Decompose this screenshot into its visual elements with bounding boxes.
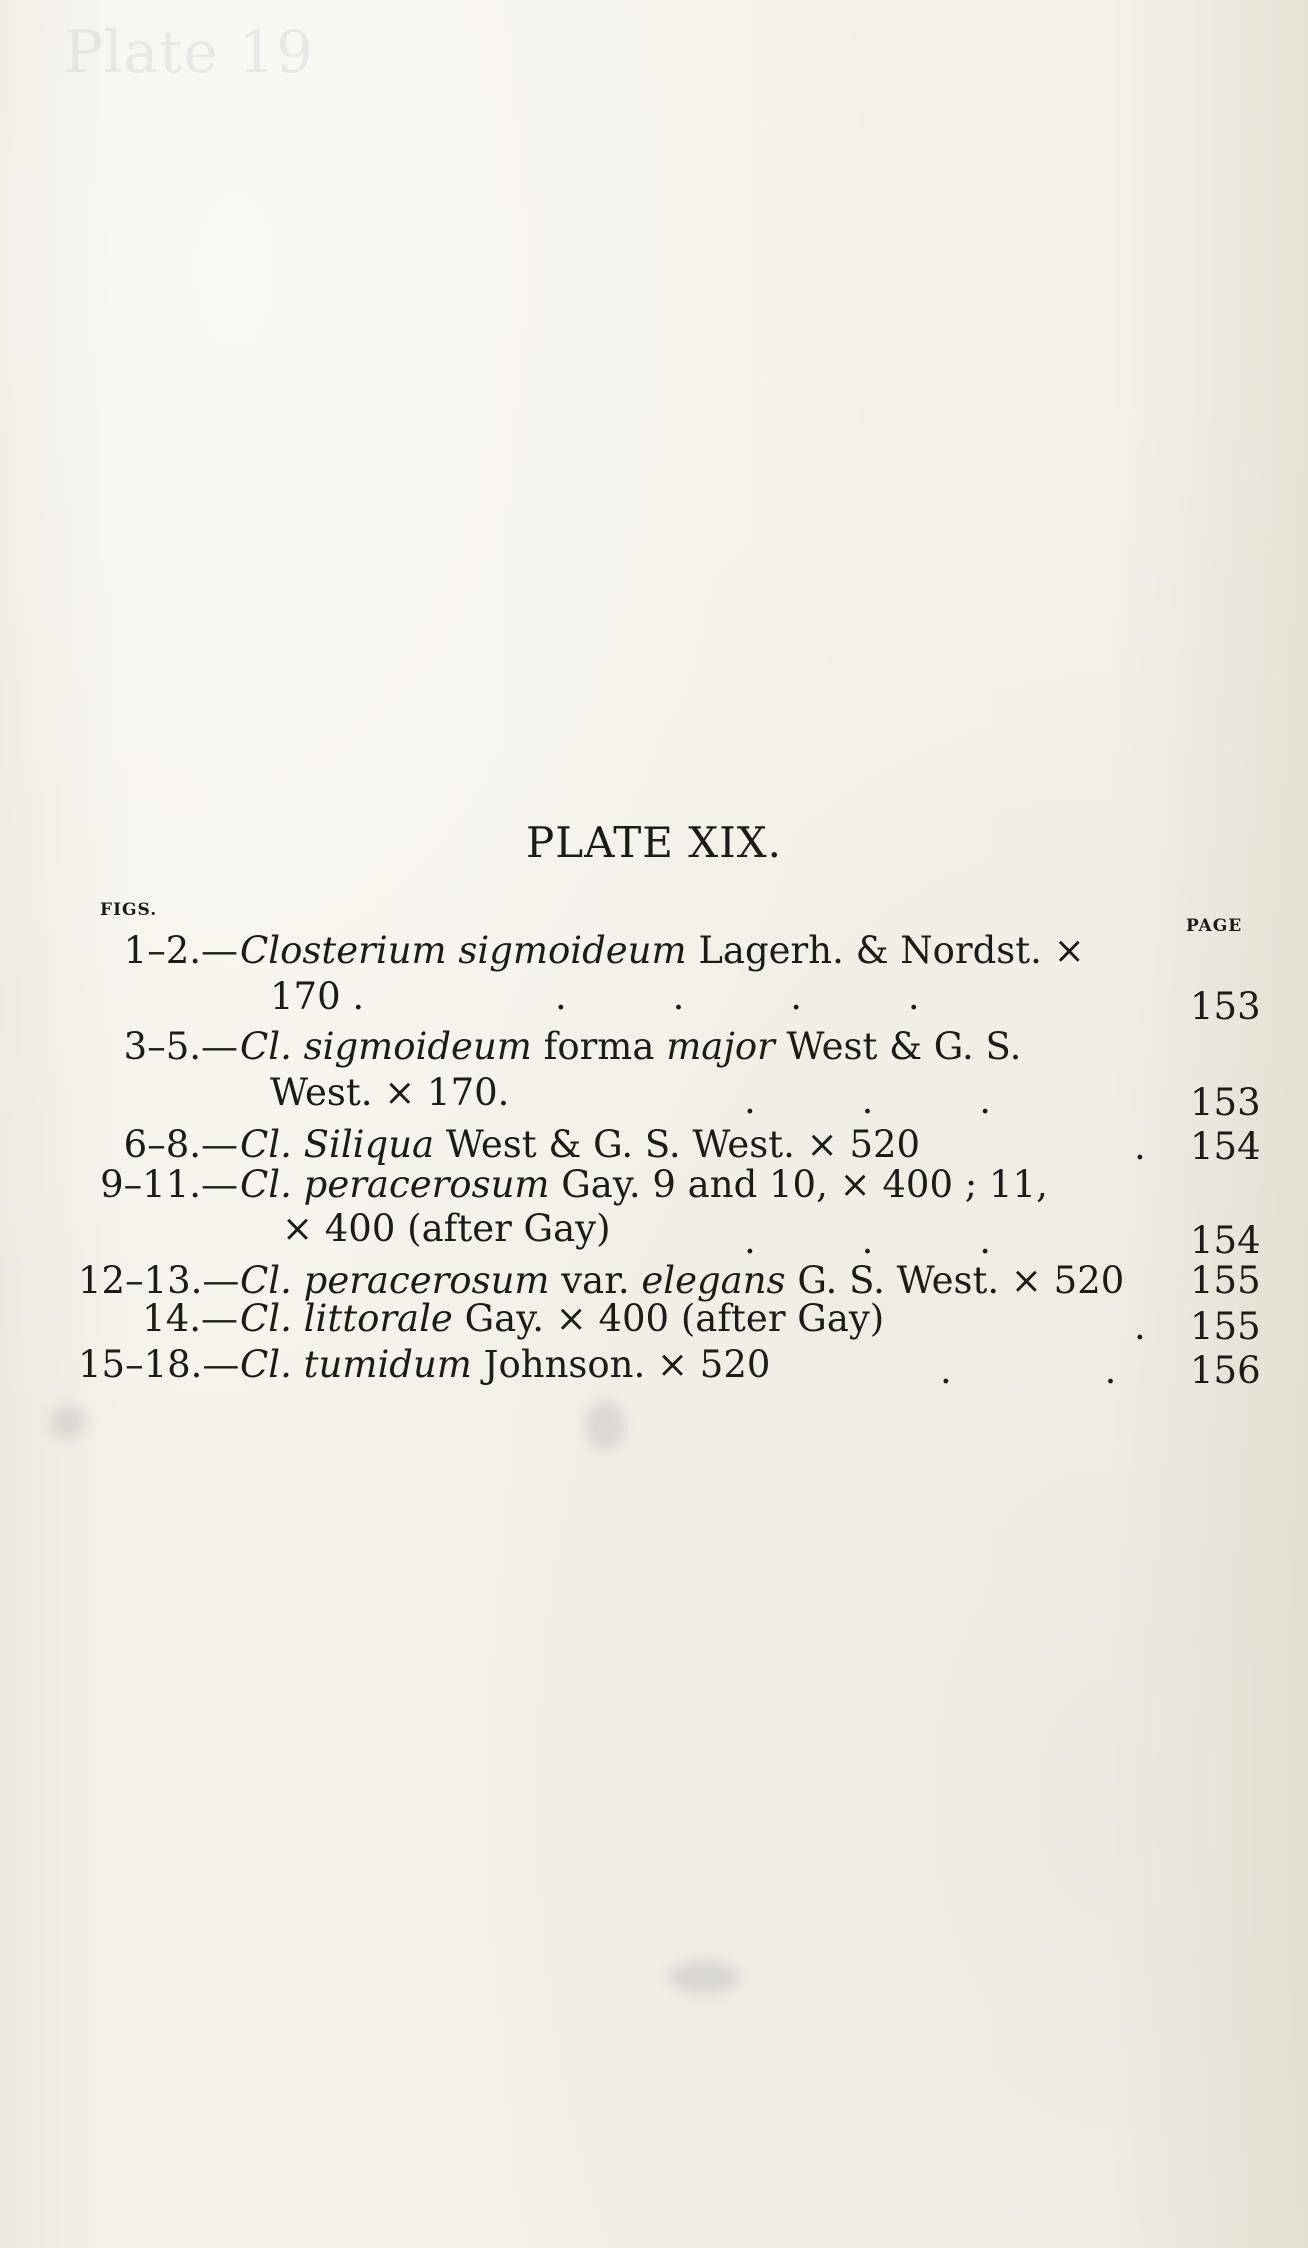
leader-dots: . . xyxy=(940,1349,1117,1392)
plate-title: PLATE XIX. xyxy=(526,818,782,867)
page-number: 155 xyxy=(1190,1305,1261,1348)
stain-mark xyxy=(50,1405,86,1439)
entry-text: Gay. × 400 (after Gay) xyxy=(452,1297,885,1340)
entry-text: Gay. 9 and 10, × 400 ; 11, xyxy=(549,1163,1048,1206)
entry-continuation: West. × 170. xyxy=(270,1071,510,1114)
figure-numbers: 1–2.— xyxy=(123,929,238,972)
variety-name: major xyxy=(666,1025,775,1068)
species-name: Cl. littorale xyxy=(240,1297,453,1340)
figure-numbers: 14.— xyxy=(142,1297,238,1340)
figure-numbers: 9–11.— xyxy=(100,1163,238,1206)
ghost-show-through-heading: Plate 19 xyxy=(64,18,315,86)
stain-mark xyxy=(668,1960,740,1994)
entry-text: West & G. S. xyxy=(774,1025,1022,1068)
page-number: 154 xyxy=(1190,1125,1261,1168)
leader-dots: . xyxy=(1134,1305,1146,1348)
plate-entry xyxy=(0,929,1308,1028)
species-name: Cl. Siliqua xyxy=(240,1123,435,1166)
species-name: Cl. tumidum xyxy=(240,1343,472,1386)
species-name: Cl. peracerosum xyxy=(240,1259,550,1302)
page-column-label: PAGE xyxy=(1186,916,1243,936)
leader-dots: . . . xyxy=(744,1219,991,1262)
entry-text: G. S. West. × 520 xyxy=(785,1259,1125,1302)
page-number: 155 xyxy=(1190,1259,1261,1302)
species-name: Cl. peracerosum xyxy=(240,1163,550,1206)
species-name: Cl. sigmoideum xyxy=(240,1025,532,1068)
figure-numbers: 3–5.— xyxy=(123,1025,238,1068)
leader-dots: . . . xyxy=(744,1079,991,1122)
page-number: 153 xyxy=(1190,1081,1261,1124)
stain-mark xyxy=(585,1400,625,1452)
figure-numbers: 6–8.— xyxy=(123,1123,238,1166)
plate-entry xyxy=(0,1297,1308,1348)
entry-text: Johnson. × 520 xyxy=(471,1343,771,1386)
figure-numbers: 12–13.— xyxy=(78,1259,240,1302)
figure-numbers: 15–18.— xyxy=(78,1343,240,1386)
entry-text: forma xyxy=(531,1025,667,1068)
plate-entry xyxy=(0,1025,1308,1124)
page-number: 153 xyxy=(1190,985,1261,1028)
leader-dots: . xyxy=(1134,1125,1146,1168)
figs-column-label: FIGS. xyxy=(100,900,158,920)
entry-text: var. xyxy=(549,1259,642,1302)
leader-dots: . . . . xyxy=(555,975,920,1018)
page-number: 154 xyxy=(1190,1219,1261,1262)
species-name: Closterium sigmoideum xyxy=(240,929,687,972)
entry-continuation: 170 . xyxy=(270,975,365,1018)
entry-continuation: × 400 (after Gay) xyxy=(282,1207,611,1250)
entry-text: West & G. S. West. × 520 xyxy=(434,1123,921,1166)
entry-text: Lagerh. & Nordst. × xyxy=(686,929,1085,972)
variety-name: elegans xyxy=(641,1259,786,1302)
plate-entry xyxy=(0,1163,1308,1262)
page-number: 156 xyxy=(1190,1349,1261,1392)
plate-entry xyxy=(0,1343,1308,1392)
